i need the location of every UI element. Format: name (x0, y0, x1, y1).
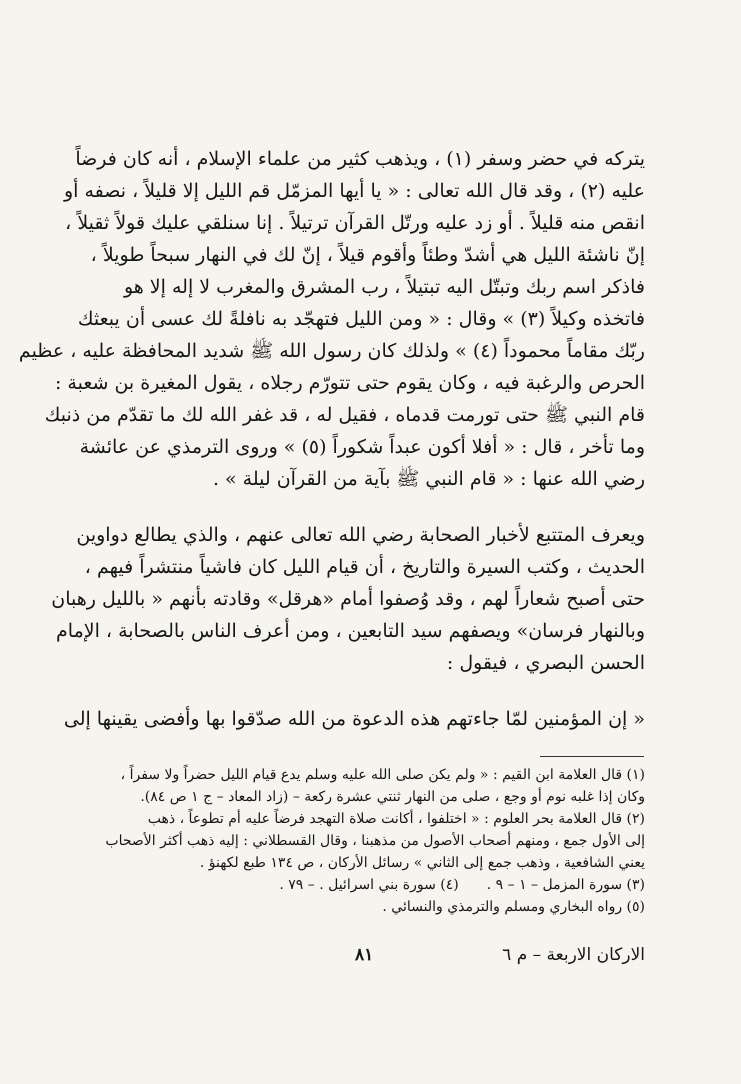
main-text (18, 143, 645, 735)
running-title: الاركان الاربعة – م ٦ (502, 945, 645, 965)
footnote-2-line-3: يعني الشافعية ، وذهب جمع إلى الثاني » رسائل الأركان ، ص ١٣٤ طبع لكهنؤ . (199, 855, 645, 871)
footnote-4: (٤) سورة بني اسرائيل . – ٧٩ . (279, 877, 459, 893)
page-footer (105, 945, 645, 975)
text-line: ربّك مقاماً محموداً (٤) » ولذلك كان رسول الله ﷺ شديد المحافظة عليه ، عظيم (18, 340, 645, 362)
text-line: انقص منه قليلاً . أو زد عليه ورتّل القرآن ترتيلاً . إنا سنلقي عليك قولاً ثقيلاً ، (65, 212, 645, 234)
footnote-2-line-2: إلى الأول جمع ، ومنهم أصحاب الأصول من مذهبنا ، وقال القسطلاني : إليه ذهب أكثر الأصحاب (105, 833, 645, 849)
text-line: « إن المؤمنين لمّا جاءتهم هذه الدعوة من الله صدّقوا بها وأفضى يقينها إلى (63, 708, 645, 730)
footnotes (105, 764, 645, 918)
text-line: وما تأخر ، قال : « أفلا أكون عبداً شكوراً (٥) » وروى الترمذي عن عائشة (79, 436, 645, 458)
footnote-5: (٥) رواه البخاري ومسلم والترمذي والنسائي . (382, 899, 645, 915)
text-line: ويعرف المتتبع لأخبار الصحابة رضي الله تعالى عنهم ، والذي يطالع دواوين (76, 524, 645, 546)
text-line: فاتخذه وكيلاً (٣) » وقال : « ومن الليل فتهجّد به نافلةً لك عسى أن يبعثك (77, 308, 645, 330)
text-line: إنّ ناشئة الليل هي أشدّ وطئاً وأقوم قيلاً ، إنّ لك في النهار سبحاً طويلاً ، (90, 244, 645, 266)
paragraph-2 (51, 519, 645, 679)
text-line: الحسن البصري ، فيقول : (446, 652, 645, 674)
footnote-1-line-1: (١) قال العلامة ابن القيم : « ولم يكن صلى الله عليه وسلم يدع قيام الليل حضراً ولا سفراً ، (120, 767, 645, 783)
text-line: فاذكر اسم ربك وتبتّل اليه تبتيلاً ، رب المشرق والمغرب لا إله إلا هو (123, 276, 645, 298)
text-line: وبالنهار فرسان» ويصفهم سيد التابعين ، ومن أعرف الناس بالصحابة ، الإمام (56, 620, 645, 642)
footnote-divider (540, 756, 644, 757)
text-line: عليه (٢) ، وقد قال الله تعالى : « يا أيها المزمّل قم الليل إلا قليلاً ، نصفه أو (64, 180, 645, 202)
text-line: رضي الله عنها : « قام النبي ﷺ بآية من القرآن ليلة » . (212, 468, 645, 490)
paragraph-1 (18, 143, 645, 495)
paragraph-3 (63, 703, 645, 735)
text-line: قام النبي ﷺ حتى تورمت قدماه ، فقيل له ، قد غفر الله لك ما تقدّم من ذنبك (44, 404, 645, 426)
text-line: الحديث ، وكتب السيرة والتاريخ ، أن قيام الليل كان فاشياً منتشراً فيهم ، (84, 556, 645, 578)
footnote-1-line-2: وكان إذا غلبه نوم أو وجع ، صلى من النهار ثنتي عشرة ركعة – (زاد المعاد – ج ١ ص ٨٤). (140, 789, 645, 805)
text-line: الحرص والرغبة فيه ، وكان يقوم حتى تتورّم رجلاه ، يقول المغيرة بن شعبة : (54, 372, 645, 394)
page-number: ٨١ (355, 945, 374, 965)
text-line: يتركه في حضر وسفر (١) ، ويذهب كثير من علماء الإسلام ، أنه كان فرضاً (75, 148, 645, 170)
footnote-3: (٣) سورة المزمل – ١ – ٩ . (486, 877, 645, 893)
footnote-2-line-1: (٢) قال العلامة بحر العلوم : « اختلفوا ، أكانت صلاة التهجد فرضاً عليه أم تطوعاً ، ذهب (147, 811, 645, 827)
text-line: حتى أصبح شعاراً لهم ، وقد وُصفوا أمام «هرقل» وقادته بأنهم « بالليل رهبان (51, 588, 645, 610)
footnote-row (105, 874, 645, 896)
